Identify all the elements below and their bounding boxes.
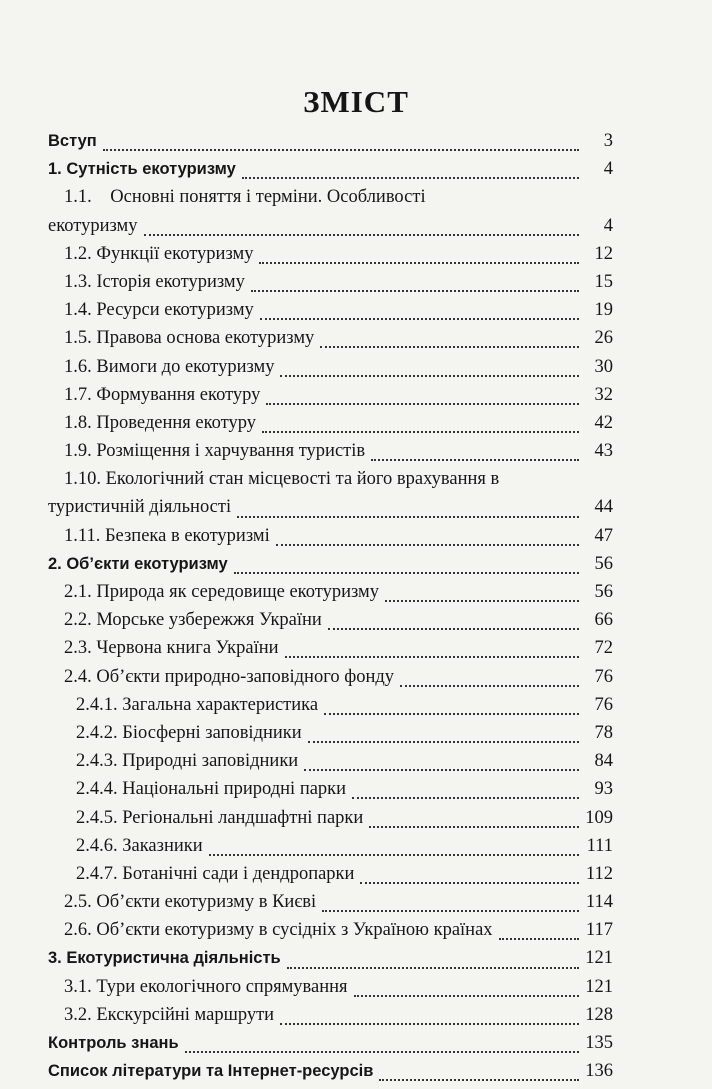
toc-page-number: 112: [585, 863, 613, 884]
leader-dots: [260, 318, 579, 320]
toc-entry-1-5[interactable]: [48, 328, 613, 356]
toc-page-number: 4: [603, 159, 613, 180]
toc-entry-chapter-2[interactable]: [48, 554, 613, 582]
toc-page-number: 136: [585, 1061, 613, 1082]
toc-page-number: 3: [603, 131, 613, 151]
toc-entry-2-4-1[interactable]: [48, 695, 613, 723]
toc-entry-chapter-3[interactable]: [48, 948, 613, 976]
toc-entry-label: 3.1. Тури екологічного спрямування: [64, 976, 348, 997]
leader-dots: [304, 769, 579, 771]
toc-entry-label: 1.2. Функції екотуризму: [64, 243, 254, 264]
toc-entry-label: 2.1. Природа як середовище екотуризму: [64, 582, 379, 602]
leader-dots: [237, 516, 579, 518]
leader-dots: [371, 459, 579, 461]
toc-entry-label: 2.4. Об’єкти природно-заповідного фонду: [64, 666, 395, 687]
toc-entry-label: 2.6. Об’єкти екотуризму в сусідніх з Україною країнах: [64, 920, 493, 941]
toc-entry-3-1[interactable]: [48, 977, 613, 1005]
toc-page-number: 32: [594, 384, 613, 405]
toc-entry-2-2[interactable]: [48, 610, 613, 638]
toc-entry-2-5[interactable]: [48, 892, 613, 920]
leader-dots: [354, 995, 579, 997]
toc-entry-label: Контроль знань: [48, 1034, 179, 1052]
leader-dots: [328, 628, 579, 630]
toc-entry-2-4[interactable]: [48, 667, 613, 695]
toc-entry-label: 2.4.7. Ботанічні сади і дендропарки: [76, 863, 355, 884]
toc-entry-label: 1.6. Вимоги до екотуризму: [64, 356, 275, 377]
toc-entry-label: 1.8. Проведення екотуру: [64, 412, 257, 433]
toc-page-number: 84: [594, 751, 613, 772]
toc-entry-label: 3.2. Екскурсійні маршрути: [64, 1004, 275, 1025]
toc-entry-2-4-3[interactable]: [48, 751, 613, 779]
toc-entry-label: 1.7. Формування екотуру: [64, 384, 261, 405]
toc-entry-label: екотуризму: [48, 215, 138, 236]
toc-entry-1-2[interactable]: [48, 244, 613, 272]
toc-entry-references[interactable]: [48, 1061, 613, 1089]
toc-entry-label: 3. Екотуристична діяльність: [48, 949, 281, 968]
toc-entry-2-6[interactable]: [48, 920, 613, 948]
toc-page-number: 19: [594, 300, 613, 321]
leader-dots: [144, 234, 579, 236]
toc-page-number: 117: [585, 920, 613, 941]
toc-page-number: 93: [594, 779, 613, 800]
toc-page-number: 44: [594, 497, 613, 518]
toc-page-number: 121: [585, 976, 613, 997]
toc-entry-1-1[interactable]: [48, 216, 613, 244]
toc-page-number: 15: [594, 271, 613, 292]
toc-page-number: 76: [594, 666, 613, 687]
leader-dots: [280, 375, 579, 377]
toc-entry-2-4-7[interactable]: [48, 864, 613, 892]
leader-dots: [242, 177, 579, 179]
leader-dots: [234, 572, 579, 574]
toc-entry-1-3[interactable]: [48, 272, 613, 300]
toc-entry-1-4[interactable]: [48, 300, 613, 328]
toc-page-number: 12: [594, 243, 613, 264]
toc-entry-label: 1.1. Основні поняття і терміни. Особливості: [64, 187, 426, 208]
toc-entry-intro[interactable]: [48, 131, 613, 159]
toc-entry-1-1-first-line[interactable]: [48, 187, 613, 215]
toc-page-number: 56: [594, 582, 613, 602]
toc-page-number: 42: [594, 412, 613, 433]
toc-entry-2-4-6[interactable]: [48, 836, 613, 864]
toc-page-number: 109: [585, 807, 613, 828]
leader-dots: [320, 346, 579, 348]
toc-entry-1-9[interactable]: [48, 441, 613, 469]
toc-entry-label: 1.11. Безпека в екотуризмі: [64, 525, 270, 546]
toc-page-number: 30: [594, 356, 613, 377]
toc-page-number: 128: [585, 1004, 613, 1025]
toc-entry-2-4-5[interactable]: [48, 808, 613, 836]
toc-entry-label: 1.5. Правова основа екотуризму: [64, 328, 315, 349]
page-title: ЗМІСТ: [303, 84, 409, 119]
toc-entry-1-6[interactable]: [48, 357, 613, 385]
toc-entry-label: 2.4.6. Заказники: [76, 835, 203, 856]
leader-dots: [276, 544, 579, 546]
toc-entry-2-4-4[interactable]: [48, 779, 613, 807]
toc-entry-label: Список літератури та Інтернет-ресурсів: [48, 1062, 374, 1081]
toc-page-number: 78: [594, 722, 613, 743]
toc-entry-label: Вступ: [48, 132, 97, 150]
leader-dots: [400, 685, 579, 687]
toc-entry-1-11[interactable]: [48, 526, 613, 554]
toc-page-number: 56: [594, 553, 613, 574]
toc-page-number: 111: [586, 835, 613, 856]
leader-dots: [322, 910, 579, 912]
table-of-contents: [48, 131, 613, 1089]
toc-entry-knowledge-control[interactable]: [48, 1033, 613, 1061]
toc-entry-label: 1.10. Екологічний стан місцевості та його врахування в: [64, 469, 500, 490]
toc-entry-label: 2.4.1. Загальна характеристика: [76, 694, 319, 715]
toc-entry-label: 2.4.4. Національні природні парки: [76, 779, 347, 800]
toc-entry-2-4-2[interactable]: [48, 723, 613, 751]
toc-page-number: 47: [594, 525, 613, 546]
leader-dots: [360, 882, 579, 884]
leader-dots: [266, 403, 579, 405]
leader-dots: [285, 656, 579, 658]
toc-entry-3-2[interactable]: [48, 1005, 613, 1033]
leader-dots: [369, 826, 579, 828]
toc-page-number: 76: [594, 694, 613, 715]
toc-entry-label: туристичній діяльності: [48, 497, 232, 518]
toc-page-number: 66: [594, 610, 613, 631]
toc-entry-label: 2.3. Червона книга України: [64, 638, 279, 659]
leader-dots: [499, 938, 579, 940]
leader-dots: [185, 1051, 579, 1053]
toc-entry-1-10[interactable]: [48, 497, 613, 525]
leader-dots: [308, 741, 579, 743]
toc-page-number: 4: [603, 215, 613, 236]
toc-entry-2-1[interactable]: [48, 582, 613, 610]
toc-entry-label: 1.9. Розміщення і харчування туристів: [64, 441, 366, 462]
toc-entry-label: 2.4.5. Регіональні ландшафтні парки: [76, 807, 364, 828]
toc-entry-label: 1.4. Ресурси екотуризму: [64, 300, 254, 321]
leader-dots: [352, 797, 579, 799]
leader-dots: [287, 967, 579, 969]
leader-dots: [385, 600, 579, 602]
toc-entry-label: 2.4.2. Біосферні заповідники: [76, 722, 302, 743]
toc-entry-1-7[interactable]: [48, 385, 613, 413]
leader-dots: [209, 854, 579, 856]
toc-entry-chapter-1[interactable]: [48, 159, 613, 187]
toc-entry-label: 1.3. Історія екотуризму: [64, 271, 245, 292]
leader-dots: [103, 149, 579, 151]
toc-entry-label: 1. Сутність екотуризму: [48, 160, 236, 179]
leader-dots: [379, 1079, 579, 1081]
leader-dots: [262, 431, 579, 433]
toc-entry-label: 2.4.3. Природні заповідники: [76, 751, 299, 772]
toc-entry-label: 2.2. Морське узбережжя України: [64, 610, 322, 631]
toc-entry-label: 2. Об’єкти екотуризму: [48, 554, 228, 573]
toc-page-number: 43: [594, 441, 613, 462]
toc-page-number: 135: [585, 1033, 613, 1053]
toc-entry-1-10-first-line[interactable]: [48, 469, 613, 497]
toc-page-number: 72: [594, 638, 613, 659]
toc-page-number: 114: [585, 892, 613, 913]
leader-dots: [251, 290, 579, 292]
leader-dots: [259, 262, 579, 264]
toc-page-number: 26: [594, 328, 613, 349]
toc-entry-2-3[interactable]: [48, 638, 613, 666]
toc-entry-1-8[interactable]: [48, 413, 613, 441]
leader-dots: [324, 713, 579, 715]
toc-page-number: 121: [585, 948, 613, 969]
toc-entry-label: 2.5. Об’єкти екотуризму в Києві: [64, 892, 317, 913]
